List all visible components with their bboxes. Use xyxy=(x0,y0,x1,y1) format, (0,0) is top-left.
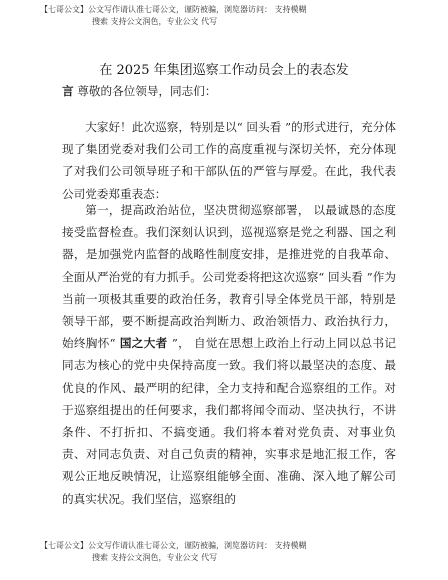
paragraph-2-emphasis: 国之大者 xyxy=(115,336,172,351)
paragraph-2-part1: 第一，提高政治站位，坚决贯彻巡察部署， 以最诚恳的态度接受监督检查。我们深刻认识到，巡视巡察是党之利器、国之利器，是加强党内监督的战略性制度安排，是推进党的自我革命、全面从严治党的有力抓手。公司党委将把这次巡察“ 回头看 ”作为当前一项极其重要的政治任务，教育引导全体党员干部，特别是领导干部，要不断提高政治判断力、政治领悟力、政治执行力，始终胸怀“ xyxy=(62,203,396,351)
paragraph-2-part2: ”， 自觉在思想上政治上行动上同以总书记同志为核心的党中央保持高度一致。我们将以最坚决的态度、最优良的作风、最严明的纪律，全力支持和配合巡察组的工作。对于巡察组提出的任何要求，我们都将闻令而动、坚决执行，不讲条件、不打折扣、不搞变通。我们将本着对党负责、对事业负责、对同志负责、对自己负责的精神，实事求是地汇报工作，客观公正地反映情况，让巡察组能够全面、准确、深入地了解公司的真实状况。我们坚信，巡察组的 xyxy=(62,336,396,506)
salutation xyxy=(62,80,396,102)
salutation-first-char: 言 xyxy=(62,84,74,98)
footer-watermark-line1: 【七哥公文】公文写作请认准七哥公文，谨防被骗，浏览器访问： 支持模糊 xyxy=(40,541,307,550)
header-watermark xyxy=(40,4,420,28)
footer-watermark xyxy=(40,540,420,564)
paragraph-1: 大家好！此次巡察，特别是以“ 回头看 ”的形式进行，充分体现了集团党委对我们公司工作的高度重视与深切关怀，充分体现了对我们公司领导班子和干部队伍的严管与厚爱。在此，我代表公司党委郑重表态： xyxy=(62,120,396,201)
footer-watermark-line2: 搜索 支持公文润色，专业公文 代写 xyxy=(92,553,218,562)
salutation-text: 尊敬的各位领导，同志们： xyxy=(73,84,217,98)
paragraph-2 xyxy=(62,199,396,510)
header-watermark-line2: 搜索 支持公文润色，专业公文 代写 xyxy=(92,17,218,26)
header-watermark-line1: 【七哥公文】公文写作请认准七哥公文，谨防被骗，浏览器访问： 支持模糊 xyxy=(40,5,307,14)
document-title: 在 2025 年集团巡察工作动员会上的表态发 xyxy=(99,63,349,78)
